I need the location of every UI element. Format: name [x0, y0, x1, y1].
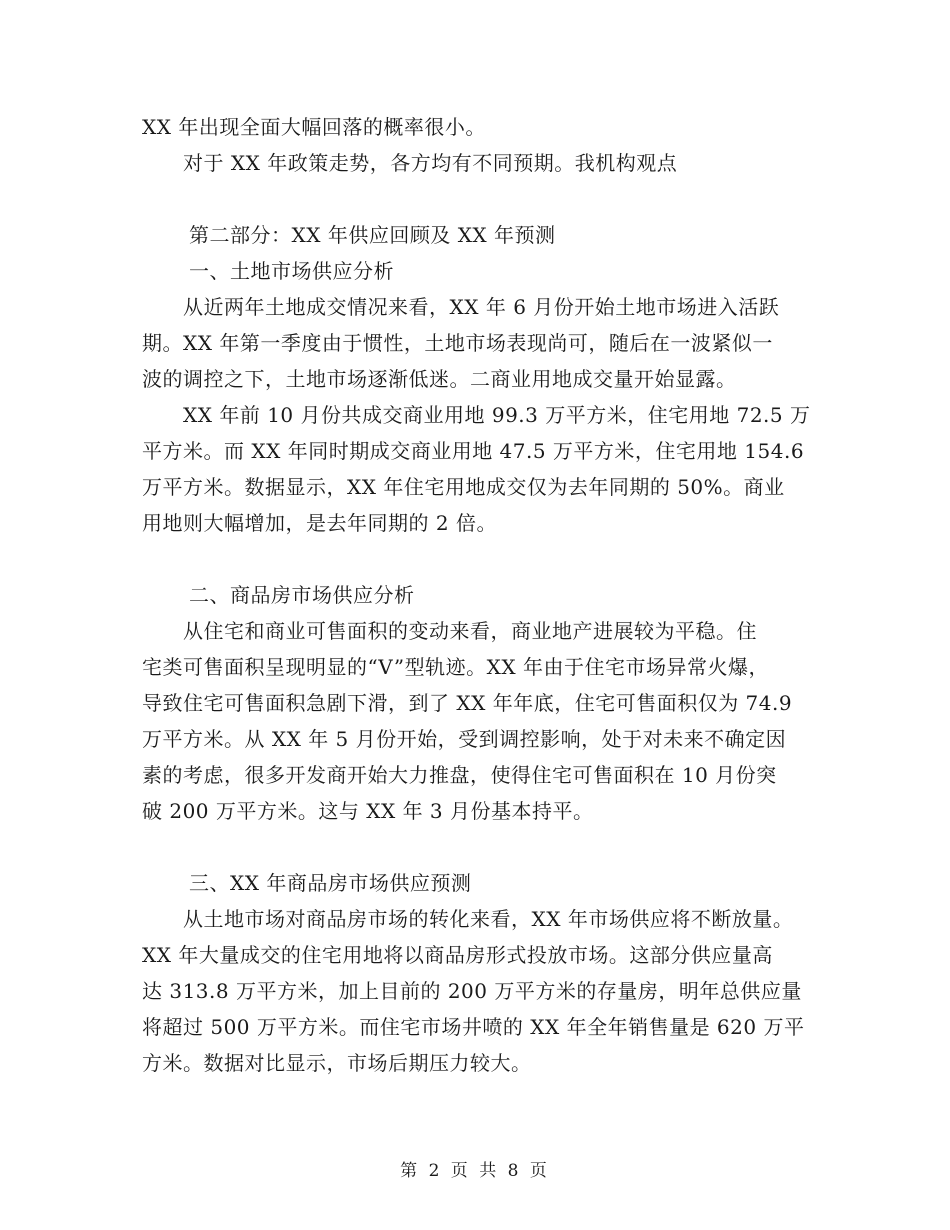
paragraph-line: 平方米。而 XX 年同时期成交商业用地 47.5 万平方米，住宅用地 154.6 [142, 439, 805, 463]
section-heading: 第二部分：XX 年供应回顾及 XX 年预测 [189, 223, 556, 247]
paragraph-line: 导致住宅可售面积急剧下滑，到了 XX 年年底，住宅可售面积仅为 74.9 [142, 691, 793, 715]
subsection-heading: 一、土地市场供应分析 [189, 259, 394, 283]
paragraph-line: 波的调控之下，土地市场逐渐低迷。二商业用地成交量开始显露。 [142, 367, 737, 391]
paragraph-line: 宅类可售面积呈现明显的“V”型轨迹。XX 年由于住宅市场异常火爆， [142, 655, 769, 679]
paragraph-line: 从住宅和商业可售面积的变动来看，商业地产进展较为平稳。住 [183, 619, 757, 643]
paragraph-line: XX 年出现全面大幅回落的概率很小。 [142, 115, 486, 139]
page-number-footer: 第 2 页 共 8 页 [400, 1161, 550, 1181]
subsection-heading: 三、XX 年商品房市场供应预测 [189, 871, 472, 895]
paragraph-line: 方米。数据对比显示，市场后期压力较大。 [142, 1051, 532, 1075]
paragraph-line: 对于 XX 年政策走势，各方均有不同预期。我机构观点 [183, 151, 678, 175]
paragraph-line: 从土地市场对商品房市场的转化来看，XX 年市场供应将不断放量。 [183, 907, 794, 931]
subsection-heading: 二、商品房市场供应分析 [189, 583, 415, 607]
paragraph-line: 从近两年土地成交情况来看，XX 年 6 月份开始土地市场进入活跃 [183, 295, 780, 319]
paragraph-line: 用地则大幅增加，是去年同期的 2 倍。 [142, 511, 497, 535]
paragraph-line: 将超过 500 万平方米。而住宅市场井喷的 XX 年全年销售量是 620 万平 [142, 1015, 805, 1039]
paragraph-line: XX 年大量成交的住宅用地将以商品房形式投放市场。这部分供应量高 [142, 943, 773, 967]
paragraph-line: 万平方米。从 XX 年 5 月份开始，受到调控影响，处于对未来不确定因 [142, 727, 787, 751]
paragraph-line: 期。XX 年第一季度由于惯性，土地市场表现尚可，随后在一波紧似一 [142, 331, 773, 355]
paragraph-line: XX 年前 10 月份共成交商业用地 99.3 万平方米，住宅用地 72.5 万 [183, 403, 811, 427]
paragraph-line: 达 313.8 万平方米，加上目前的 200 万平方米的存量房，明年总供应量 [142, 979, 802, 1003]
paragraph-line: 破 200 万平方米。这与 XX 年 3 月份基本持平。 [142, 799, 594, 823]
paragraph-line: 素的考虑，很多开发商开始大力推盘，使得住宅可售面积在 10 月份突 [142, 763, 777, 787]
paragraph-line: 万平方米。数据显示，XX 年住宅用地成交仅为去年同期的 50%。商业 [142, 475, 785, 499]
